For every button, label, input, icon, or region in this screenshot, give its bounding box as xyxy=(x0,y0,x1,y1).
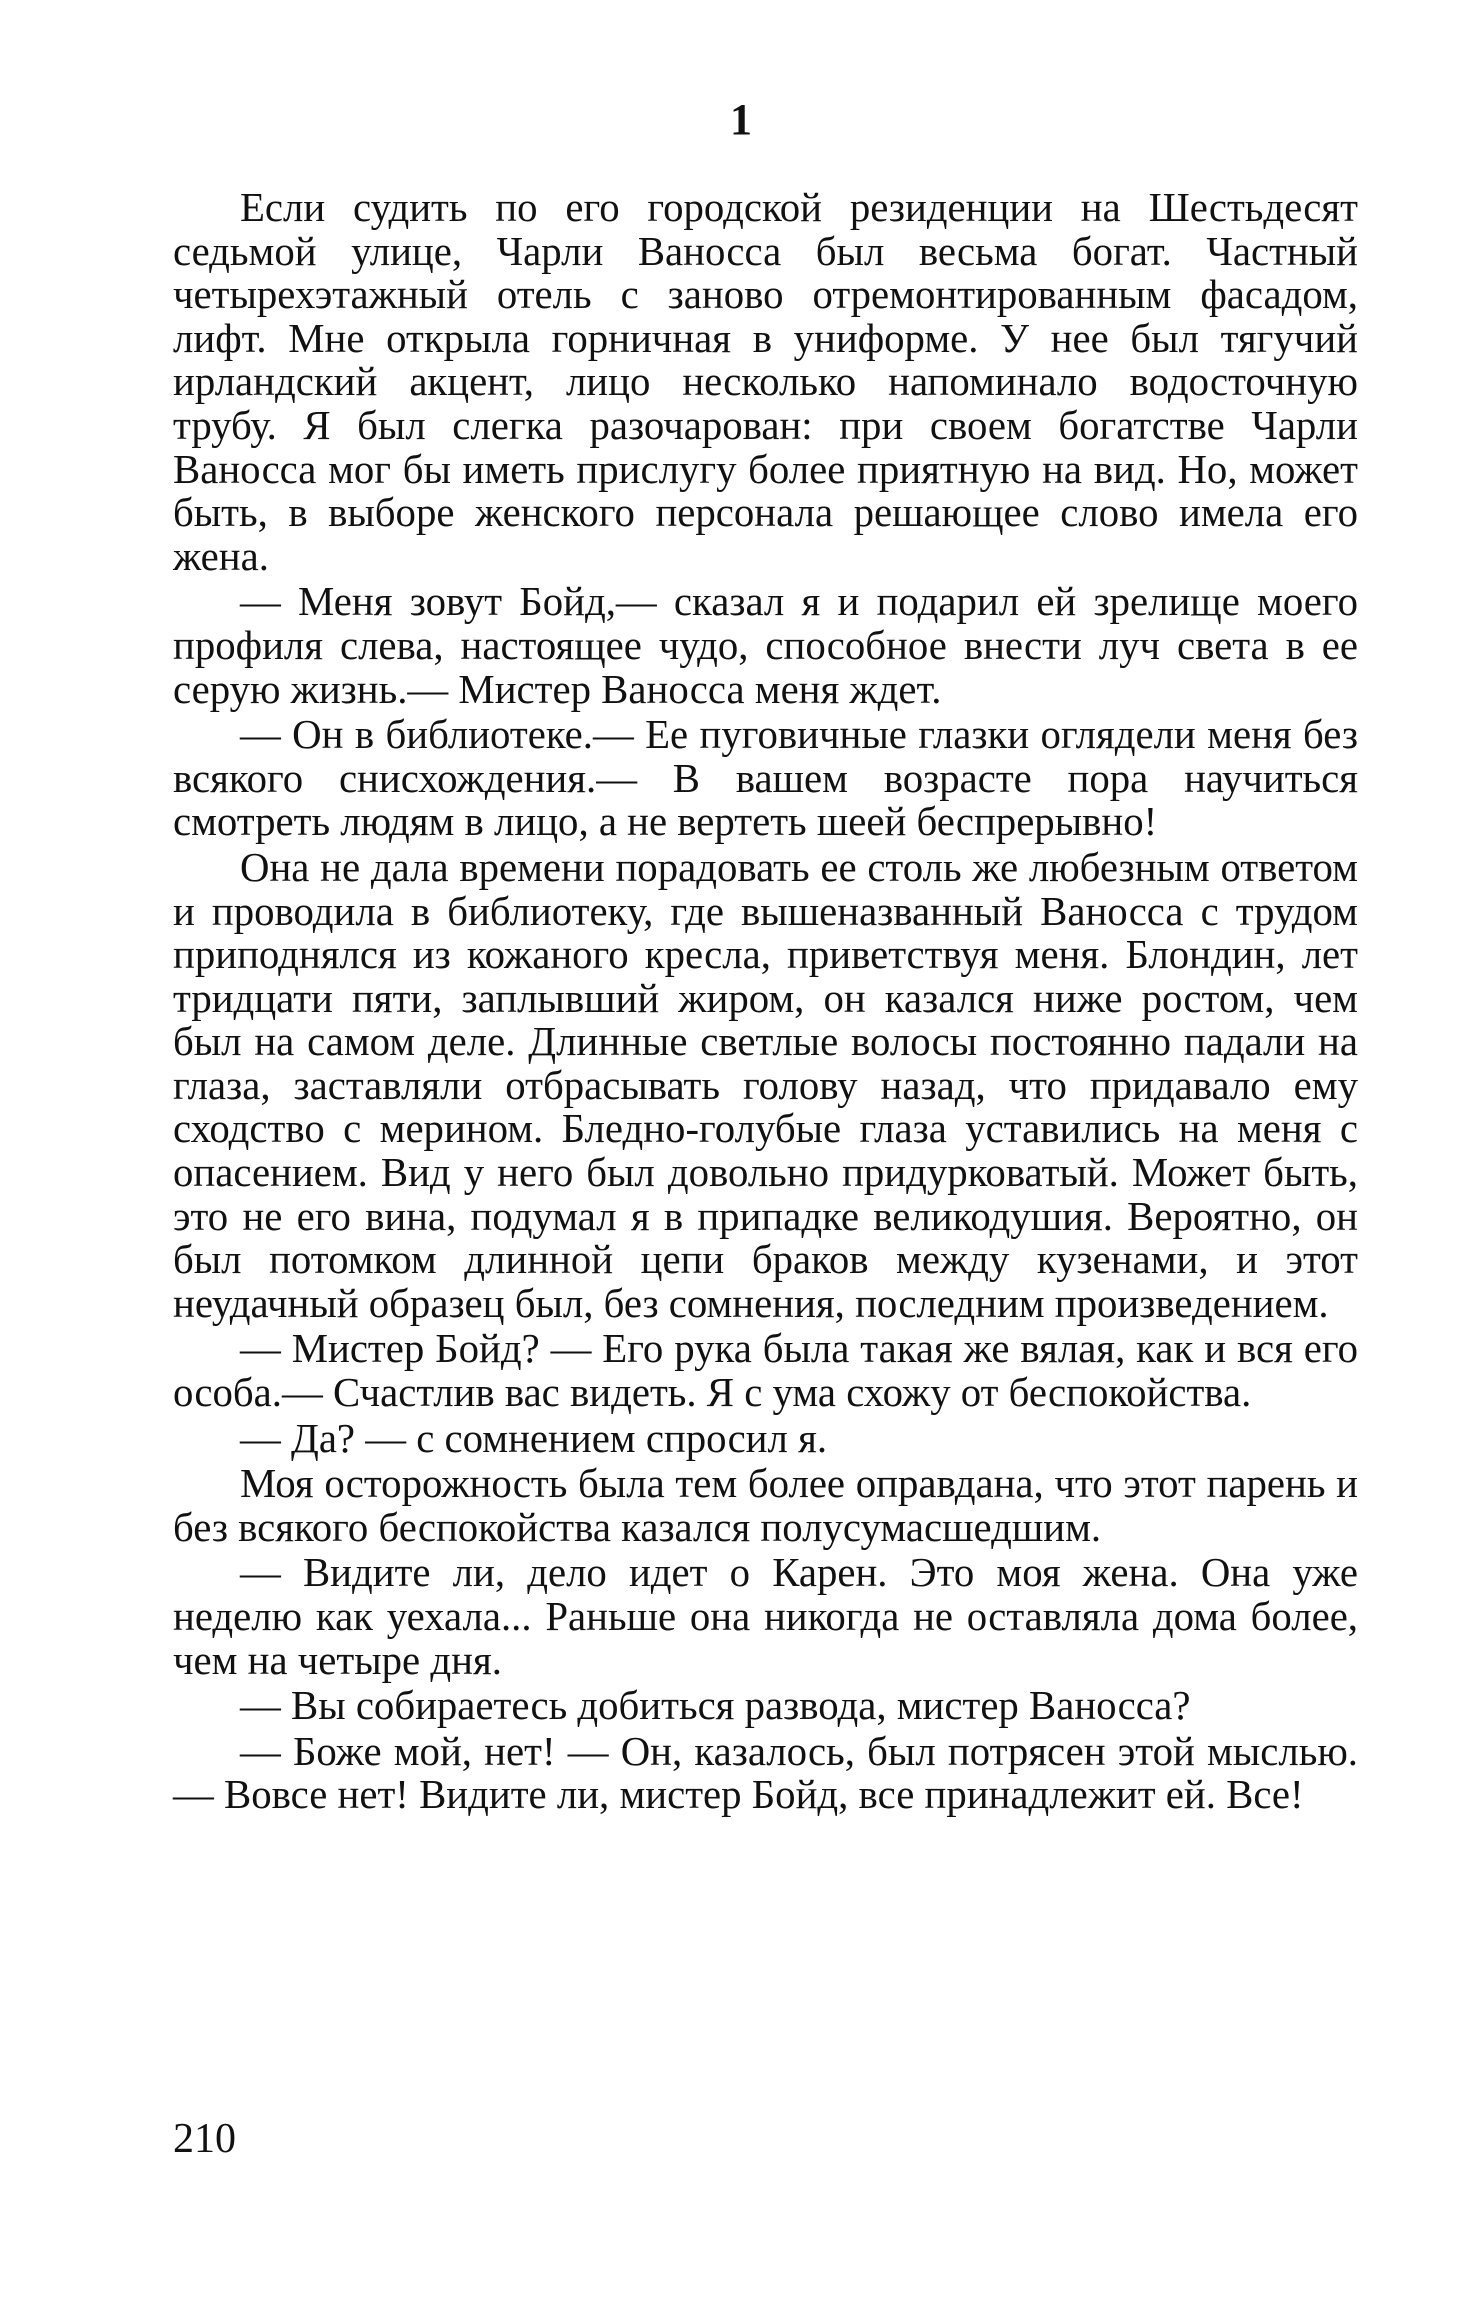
paragraph-6: — Да? — с сомнением спросил я. xyxy=(240,1415,828,1461)
paragraph-3: — Он в библиотеке.— Ее пуговичные глазки оглядели меня без всякого снисхождения.— В вашем возрасте пора научиться смотреть людям в лицо, а не вертеть шеей беспрерывно! xyxy=(173,712,1358,845)
paragraph-5: — Мистер Бойд? — Его рука была такая же вялая, как и вся его особа.— Счастлив вас видеть. Я с ума схожу от беспокойства. xyxy=(173,1326,1358,1416)
paragraph-2: — Меня зовут Бойд,— сказал я и подарил ей зрелище моего профиля слева, настоящее чудо, способное внести луч света в ее серую жизнь.— Мистер Ваносса меня ждет. xyxy=(173,579,1358,712)
body-text xyxy=(173,186,1358,1817)
paragraph-7: Моя осторожность была тем более оправдана, что этот парень и без всякого беспокойства казался полусумасшедшим. xyxy=(173,1461,1358,1550)
paragraph-4: Она не дала времени порадовать ее столь же любезным ответом и проводила в библиотеку, где вышеназванный Ваносса с трудом приподнялся из кожаного кресла, приветствуя меня. Блондин, лет тридцати пяти, заплывший жиром, он казался ниже ростом, чем был на самом деле. Длинные светлые волосы постоянно падали на глаза, заставляли отбрасывать голову назад, что придавало ему сходство с мерином. Бледно-голубые глаза уставились на меня с опасением. Вид у него был довольно придурковатый. Может быть, это не его вина, подумал я в припадке великодушия. Вероятно, он был потомком длинной цепи браков между кузенами, и этот неудачный образец был, без сомнения, последним произведением. xyxy=(173,844,1358,1326)
paragraph-8: — Видите ли, дело идет о Карен. Это моя жена. Она уже неделю как уехала... Раньше она никогда не оставляла дома более, чем на четыре дня. xyxy=(173,1550,1358,1683)
chapter-number: 1 xyxy=(730,95,752,144)
paragraph-9: — Вы собираетесь добиться развода, мистер Ваносса? xyxy=(240,1683,1191,1729)
paragraph-1: Если судить по его городской резиденции на Шестьдесят седьмой улице, Чарли Ваносса был весьма богат. Частный четырехэтажный отель с заново отремонтированным фасадом, лифт. Мне открыла горничная в униформе. У нее был тягучий ирландский акцент, лицо несколько напоминало водосточную трубу. Я был слегка разочарован: при своем богатстве Чарли Ваносса мог бы иметь прислугу более приятную на вид. Но, может быть, в выборе женского персонала решающее слово имела его жена. xyxy=(173,185,1358,579)
paragraph-10: — Боже мой, нет! — Он, казалось, был потрясен этой мыслью.— Вовсе нет! Видите ли, мистер Бойд, все принадлежит ей. Все! xyxy=(173,1728,1358,1818)
page-number: 210 xyxy=(173,2116,236,2162)
